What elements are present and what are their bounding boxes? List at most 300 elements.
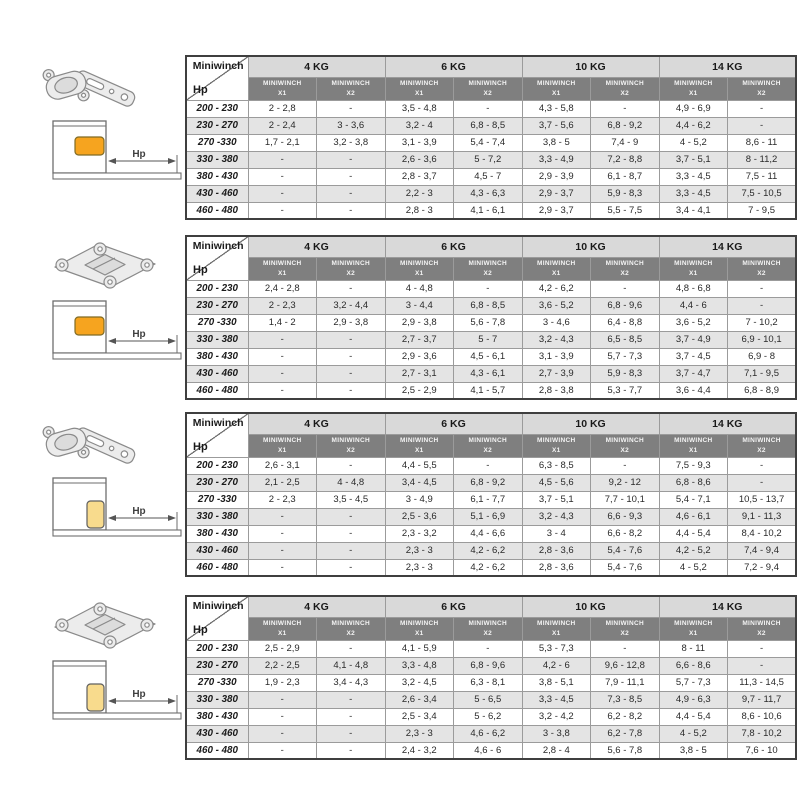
load-range-cell: 3,6 - 4,4 xyxy=(659,382,728,399)
load-capacity-table-2 xyxy=(185,235,797,400)
load-capacity-table-4 xyxy=(185,595,797,760)
load-range-cell: 2,9 - 3,6 xyxy=(385,348,454,365)
load-range-cell: - xyxy=(317,725,386,742)
subcol-header xyxy=(591,77,660,100)
weight-group-header: 14 KG xyxy=(659,236,796,257)
load-range-cell: - xyxy=(248,331,317,348)
weight-group-header: 6 KG xyxy=(385,236,522,257)
load-range-cell: 4,4 - 5,5 xyxy=(385,457,454,474)
table-row xyxy=(186,474,796,491)
load-range-cell: 4,5 - 7 xyxy=(454,168,523,185)
load-range-cell: 2,1 - 2,5 xyxy=(248,474,317,491)
weight-group-header: 4 KG xyxy=(248,236,385,257)
subcol-header xyxy=(522,617,591,640)
load-range-cell: 6,6 - 8,2 xyxy=(591,525,660,542)
load-range-cell: 2,6 - 3,4 xyxy=(385,691,454,708)
load-range-cell: 9,7 - 11,7 xyxy=(728,691,797,708)
load-range-cell: 2,9 - 3,7 xyxy=(522,202,591,219)
variant-label: X1 xyxy=(414,89,424,97)
load-range-cell: - xyxy=(248,525,317,542)
load-range-cell: 7,7 - 10,1 xyxy=(591,491,660,508)
miniwinch-sub-label: MINIWINCH xyxy=(468,437,507,445)
load-range-cell: - xyxy=(317,382,386,399)
load-range-cell: 3,3 - 4,5 xyxy=(522,691,591,708)
variant-label: X1 xyxy=(552,629,561,637)
hp-range-label: 430 - 460 xyxy=(186,542,248,559)
load-range-cell: - xyxy=(728,297,797,314)
corner-hp-label: Hp xyxy=(193,83,208,96)
load-range-cell: 5,5 - 7,5 xyxy=(591,202,660,219)
weight-group-header: 4 KG xyxy=(248,596,385,617)
miniwinch-sub-label: MINIWINCH xyxy=(537,260,576,268)
subcol-header xyxy=(659,617,728,640)
load-range-cell: - xyxy=(454,280,523,297)
miniwinch-sub-label: MINIWINCH xyxy=(400,437,439,445)
load-range-cell: 2,3 - 3,2 xyxy=(385,525,454,542)
subcolumn-row xyxy=(186,434,796,457)
load-range-cell: 3,2 - 4,2 xyxy=(522,708,591,725)
subcol-header xyxy=(317,617,386,640)
load-range-cell: 4,4 - 6,2 xyxy=(659,117,728,134)
load-range-cell: 4,3 - 5,8 xyxy=(522,100,591,117)
subcol-header xyxy=(248,617,317,640)
miniwinch-sub-label: MINIWINCH xyxy=(331,620,370,628)
load-range-cell: 5 - 6,2 xyxy=(454,708,523,725)
hp-range-label: 460 - 480 xyxy=(186,202,248,219)
subcol-header xyxy=(385,434,454,457)
subcol-header xyxy=(385,617,454,640)
miniwinch-sub-label: MINIWINCH xyxy=(674,260,713,268)
hp-dimension-label: Hp xyxy=(132,149,146,160)
subcol-header xyxy=(659,77,728,100)
table-row xyxy=(186,691,796,708)
load-range-cell: 9,6 - 12,8 xyxy=(591,657,660,674)
hp-range-label: 200 - 230 xyxy=(186,457,248,474)
load-range-cell: 3,4 - 4,5 xyxy=(385,474,454,491)
load-range-cell: - xyxy=(248,508,317,525)
miniwinch-sub-label: MINIWINCH xyxy=(468,260,507,268)
load-range-cell: 4 - 5,2 xyxy=(659,559,728,576)
subcol-header xyxy=(248,257,317,280)
weight-group-row xyxy=(186,413,796,434)
miniwinch-sub-label: MINIWINCH xyxy=(400,80,439,88)
load-range-cell: 3,2 - 4,4 xyxy=(317,297,386,314)
miniwinch-sub-label: MINIWINCH xyxy=(331,260,370,268)
subcol-header xyxy=(728,257,797,280)
load-capacity-table-1 xyxy=(185,55,797,220)
load-range-cell: 3,7 - 5,1 xyxy=(522,491,591,508)
load-range-cell: - xyxy=(454,100,523,117)
subcol-header xyxy=(591,434,660,457)
variant-label: X2 xyxy=(483,89,493,97)
load-range-cell: 2,5 - 3,4 xyxy=(385,708,454,725)
variant-label: X1 xyxy=(277,446,287,454)
miniwinch-sub-label: MINIWINCH xyxy=(742,620,781,628)
weight-group-row xyxy=(186,56,796,77)
load-range-cell: - xyxy=(248,168,317,185)
variant-label: X1 xyxy=(277,269,287,277)
variant-label: X2 xyxy=(346,629,356,637)
load-range-cell: 5,4 - 7,4 xyxy=(454,134,523,151)
load-range-cell: - xyxy=(317,708,386,725)
load-range-cell: 3,3 - 4,5 xyxy=(659,185,728,202)
load-range-cell: 2,6 - 3,6 xyxy=(385,151,454,168)
load-range-cell: 1,9 - 2,3 xyxy=(248,674,317,691)
load-range-cell: - xyxy=(728,117,797,134)
load-range-cell: 2 - 2,8 xyxy=(248,100,317,117)
hp-range-label: 230 - 270 xyxy=(186,474,248,491)
load-range-cell: 2,7 - 3,7 xyxy=(385,331,454,348)
load-range-cell: 1,4 - 2 xyxy=(248,314,317,331)
load-range-cell: 4,1 - 4,8 xyxy=(317,657,386,674)
hinge-open-icon xyxy=(41,417,136,466)
variant-label: X1 xyxy=(414,629,424,637)
load-range-cell: 2,5 - 2,9 xyxy=(248,640,317,657)
variant-label: X1 xyxy=(689,629,698,637)
load-range-cell: - xyxy=(728,457,797,474)
weight-group-header: 10 KG xyxy=(522,596,659,617)
load-range-cell: 4 - 4,8 xyxy=(317,474,386,491)
load-range-cell: - xyxy=(248,691,317,708)
load-range-cell: 4,1 - 6,1 xyxy=(454,202,523,219)
load-range-cell: 2 - 2,3 xyxy=(248,297,317,314)
load-range-cell: - xyxy=(317,168,386,185)
load-range-cell: 5,6 - 7,8 xyxy=(591,742,660,759)
load-range-cell: 7,4 - 9 xyxy=(591,134,660,151)
subcol-header xyxy=(317,257,386,280)
corner-header xyxy=(186,596,248,640)
variant-label: X2 xyxy=(620,446,630,454)
load-range-cell: 6,3 - 8,1 xyxy=(454,674,523,691)
hp-range-label: 270 -330 xyxy=(186,314,248,331)
load-range-cell: 7,3 - 8,5 xyxy=(591,691,660,708)
miniwinch-sub-label: MINIWINCH xyxy=(263,620,302,628)
load-range-cell: 2,8 - 3,6 xyxy=(522,559,591,576)
corner-miniwinch-label: Miniwinch xyxy=(192,60,244,72)
hp-range-label: 230 - 270 xyxy=(186,297,248,314)
hp-range-label: 460 - 480 xyxy=(186,382,248,399)
load-range-cell: 5,4 - 7,6 xyxy=(591,542,660,559)
load-range-cell: - xyxy=(317,185,386,202)
hp-range-label: 270 -330 xyxy=(186,134,248,151)
table-header xyxy=(186,413,796,457)
load-range-cell: 2,6 - 3,1 xyxy=(248,457,317,474)
config-section-3 xyxy=(0,412,800,588)
load-range-cell: - xyxy=(317,559,386,576)
load-range-cell: 6,4 - 8,8 xyxy=(591,314,660,331)
load-range-cell: 6,8 - 8,5 xyxy=(454,117,523,134)
load-range-cell: 3 - 4,9 xyxy=(385,491,454,508)
subcol-header xyxy=(591,617,660,640)
variant-label: X2 xyxy=(483,269,493,277)
subcol-header xyxy=(317,434,386,457)
corner-miniwinch-label: Miniwinch xyxy=(192,417,244,429)
weight-group-header: 10 KG xyxy=(522,56,659,77)
table-row xyxy=(186,202,796,219)
load-range-cell: 6,8 - 8,9 xyxy=(728,382,797,399)
hp-range-label: 430 - 460 xyxy=(186,185,248,202)
load-range-cell: - xyxy=(728,100,797,117)
load-range-cell: 2,8 - 3,7 xyxy=(385,168,454,185)
load-range-cell: 6,8 - 9,2 xyxy=(591,117,660,134)
load-range-cell: - xyxy=(248,742,317,759)
load-range-cell: 5,7 - 7,3 xyxy=(591,348,660,365)
table-body xyxy=(186,457,796,576)
load-range-cell: - xyxy=(728,280,797,297)
variant-label: X1 xyxy=(689,446,698,454)
load-range-cell: 4,3 - 6,1 xyxy=(454,365,523,382)
subcol-header xyxy=(591,257,660,280)
load-range-cell: 2,9 - 3,8 xyxy=(385,314,454,331)
table-row xyxy=(186,674,796,691)
miniwinch-sub-label: MINIWINCH xyxy=(742,260,781,268)
miniwinch-sub-label: MINIWINCH xyxy=(674,437,713,445)
table-row xyxy=(186,657,796,674)
hp-range-label: 270 -330 xyxy=(186,491,248,508)
load-range-cell: - xyxy=(454,640,523,657)
load-range-cell: - xyxy=(317,742,386,759)
load-range-cell: 5,7 - 7,3 xyxy=(659,674,728,691)
load-range-cell: 4,4 - 5,4 xyxy=(659,525,728,542)
load-range-cell: 3 - 3,6 xyxy=(317,117,386,134)
load-range-cell: 5 - 6,5 xyxy=(454,691,523,708)
load-range-cell: 5,6 - 7,8 xyxy=(454,314,523,331)
load-range-cell: 2,2 - 3 xyxy=(385,185,454,202)
load-range-cell: 3,4 - 4,3 xyxy=(317,674,386,691)
corner-header xyxy=(186,236,248,280)
table-body xyxy=(186,640,796,759)
subcol-header xyxy=(248,434,317,457)
load-range-cell: 7,2 - 8,8 xyxy=(591,151,660,168)
load-range-cell: - xyxy=(317,151,386,168)
load-range-cell: 5 - 7 xyxy=(454,331,523,348)
load-range-cell: - xyxy=(317,640,386,657)
subcol-header xyxy=(522,77,591,100)
corner-header xyxy=(186,413,248,457)
load-range-cell: 3,2 - 4,5 xyxy=(385,674,454,691)
load-range-cell: 3,8 - 5 xyxy=(522,134,591,151)
variant-label: X1 xyxy=(414,446,424,454)
load-range-cell: 7,2 - 9,4 xyxy=(728,559,797,576)
load-range-cell: 3,8 - 5,1 xyxy=(522,674,591,691)
subcol-header xyxy=(385,77,454,100)
corner-miniwinch-label: Miniwinch xyxy=(192,600,244,612)
weight-group-row xyxy=(186,236,796,257)
hp-range-label: 330 - 380 xyxy=(186,151,248,168)
load-range-cell: 3,2 - 3,8 xyxy=(317,134,386,151)
load-range-cell: 7 - 10,2 xyxy=(728,314,797,331)
load-range-cell: 10,5 - 13,7 xyxy=(728,491,797,508)
load-range-cell: 8,6 - 11 xyxy=(728,134,797,151)
corner-hp-label: Hp xyxy=(193,440,208,453)
load-range-cell: - xyxy=(248,559,317,576)
variant-label: X2 xyxy=(620,629,630,637)
load-range-cell: 2,8 - 3,8 xyxy=(522,382,591,399)
cabinet-drawing xyxy=(53,121,181,179)
load-range-cell: 5 - 7,2 xyxy=(454,151,523,168)
hp-dimension-label: Hp xyxy=(132,689,146,700)
weight-group-header: 6 KG xyxy=(385,596,522,617)
corner-header xyxy=(186,56,248,100)
load-range-cell: - xyxy=(248,185,317,202)
subcol-header xyxy=(317,77,386,100)
hp-range-label: 200 - 230 xyxy=(186,280,248,297)
load-range-cell: 4,1 - 5,9 xyxy=(385,640,454,657)
load-range-cell: 4,4 - 6,6 xyxy=(454,525,523,542)
hp-range-label: 380 - 430 xyxy=(186,348,248,365)
load-range-cell: 4,2 - 5,2 xyxy=(659,542,728,559)
load-range-cell: - xyxy=(591,640,660,657)
miniwinch-sub-label: MINIWINCH xyxy=(468,80,507,88)
variant-label: X2 xyxy=(346,89,356,97)
load-range-cell: 7,1 - 9,5 xyxy=(728,365,797,382)
subcol-header xyxy=(454,77,523,100)
load-range-cell: 9,1 - 11,3 xyxy=(728,508,797,525)
load-range-cell: 11,3 - 14,5 xyxy=(728,674,797,691)
subcolumn-row xyxy=(186,77,796,100)
load-range-cell: 3,5 - 4,8 xyxy=(385,100,454,117)
load-range-cell: 2 - 2,4 xyxy=(248,117,317,134)
variant-label: X2 xyxy=(483,629,493,637)
table-row xyxy=(186,134,796,151)
load-range-cell: - xyxy=(728,474,797,491)
variant-label: X2 xyxy=(757,629,766,637)
load-range-cell: 4 - 5,2 xyxy=(659,725,728,742)
load-range-cell: - xyxy=(454,457,523,474)
load-range-cell: - xyxy=(248,202,317,219)
variant-label: X1 xyxy=(552,446,561,454)
load-range-cell: 4,2 - 6,2 xyxy=(522,280,591,297)
load-range-cell: 1,7 - 2,1 xyxy=(248,134,317,151)
load-range-cell: 5,3 - 7,7 xyxy=(591,382,660,399)
hp-range-label: 230 - 270 xyxy=(186,117,248,134)
miniwinch-sub-label: MINIWINCH xyxy=(331,437,370,445)
load-range-cell: 7,9 - 11,1 xyxy=(591,674,660,691)
load-range-cell: - xyxy=(317,280,386,297)
miniwinch-sub-label: MINIWINCH xyxy=(400,620,439,628)
load-range-cell: 5,4 - 7,1 xyxy=(659,491,728,508)
load-range-cell: 8 - 11 xyxy=(659,640,728,657)
load-range-cell: 4,8 - 6,8 xyxy=(659,280,728,297)
load-range-cell: 7,5 - 11 xyxy=(728,168,797,185)
miniwinch-sub-label: MINIWINCH xyxy=(537,80,576,88)
miniwinch-sub-label: MINIWINCH xyxy=(468,620,507,628)
load-range-cell: - xyxy=(248,348,317,365)
weight-group-header: 10 KG xyxy=(522,413,659,434)
hinge-flat-icon xyxy=(55,603,155,648)
table-row xyxy=(186,525,796,542)
installation-diagram-2 xyxy=(25,235,185,380)
load-range-cell: 6,8 - 8,6 xyxy=(659,474,728,491)
load-range-cell: 2,8 - 3 xyxy=(385,202,454,219)
load-range-cell: 7,4 - 9,4 xyxy=(728,542,797,559)
load-range-cell: - xyxy=(248,542,317,559)
load-range-cell: - xyxy=(248,382,317,399)
load-range-cell: 4,6 - 6,2 xyxy=(454,725,523,742)
load-range-cell: 3,2 - 4 xyxy=(385,117,454,134)
table-row xyxy=(186,382,796,399)
miniwinch-sub-label: MINIWINCH xyxy=(400,260,439,268)
load-range-cell: 4,3 - 6,3 xyxy=(454,185,523,202)
load-range-cell: 2,9 - 3,8 xyxy=(317,314,386,331)
load-range-cell: 6,2 - 7,8 xyxy=(591,725,660,742)
variant-label: X1 xyxy=(277,629,287,637)
load-range-cell: 3,1 - 3,9 xyxy=(522,348,591,365)
load-range-cell: 4,6 - 6 xyxy=(454,742,523,759)
load-range-cell: 8,6 - 10,6 xyxy=(728,708,797,725)
table-body xyxy=(186,100,796,219)
weight-group-header: 6 KG xyxy=(385,413,522,434)
miniwinch-sub-label: MINIWINCH xyxy=(742,437,781,445)
load-range-cell: - xyxy=(728,640,797,657)
table-row xyxy=(186,640,796,657)
installation-diagram-4 xyxy=(25,595,185,740)
subcol-header xyxy=(522,434,591,457)
load-range-cell: - xyxy=(591,280,660,297)
table-header xyxy=(186,236,796,280)
load-range-cell: 3,3 - 4,9 xyxy=(522,151,591,168)
load-range-cell: - xyxy=(317,525,386,542)
subcol-header xyxy=(728,434,797,457)
table-row xyxy=(186,331,796,348)
load-range-cell: - xyxy=(591,100,660,117)
load-range-cell: 2,4 - 3,2 xyxy=(385,742,454,759)
load-range-cell: 2,7 - 3,1 xyxy=(385,365,454,382)
variant-label: X2 xyxy=(483,446,493,454)
load-range-cell: 2,3 - 3 xyxy=(385,725,454,742)
load-range-cell: 4,1 - 5,7 xyxy=(454,382,523,399)
load-range-cell: 7,5 - 10,5 xyxy=(728,185,797,202)
variant-label: X1 xyxy=(277,89,287,97)
variant-label: X1 xyxy=(552,89,561,97)
miniwinch-sub-label: MINIWINCH xyxy=(263,80,302,88)
load-range-cell: 2,5 - 2,9 xyxy=(385,382,454,399)
weight-group-header: 6 KG xyxy=(385,56,522,77)
hp-dimension-label: Hp xyxy=(132,506,146,517)
load-range-cell: 2,7 - 3,9 xyxy=(522,365,591,382)
miniwinch-sub-label: MINIWINCH xyxy=(605,80,645,88)
load-range-cell: 4,5 - 6,1 xyxy=(454,348,523,365)
table-row xyxy=(186,542,796,559)
load-range-cell: 3 - 4,6 xyxy=(522,314,591,331)
load-range-cell: 4,4 - 5,4 xyxy=(659,708,728,725)
hp-range-label: 200 - 230 xyxy=(186,100,248,117)
load-range-cell: 6,1 - 8,7 xyxy=(591,168,660,185)
load-range-cell: 3,3 - 4,5 xyxy=(659,168,728,185)
subcol-header xyxy=(728,617,797,640)
load-range-cell: - xyxy=(248,151,317,168)
variant-label: X1 xyxy=(414,269,424,277)
table-row xyxy=(186,742,796,759)
table-row xyxy=(186,348,796,365)
cabinet-drawing xyxy=(53,661,181,719)
miniwinch-box-icon xyxy=(87,501,104,528)
load-range-cell: 5,9 - 8,3 xyxy=(591,365,660,382)
load-range-cell: - xyxy=(317,508,386,525)
weight-group-header: 10 KG xyxy=(522,236,659,257)
table-row xyxy=(186,100,796,117)
load-range-cell: 9,2 - 12 xyxy=(591,474,660,491)
variant-label: X1 xyxy=(552,269,561,277)
load-range-cell: 3,4 - 4,1 xyxy=(659,202,728,219)
table-row xyxy=(186,708,796,725)
load-range-cell: 2,5 - 3,6 xyxy=(385,508,454,525)
load-range-cell: 4,2 - 6,2 xyxy=(454,542,523,559)
variant-label: X2 xyxy=(757,89,766,97)
subcol-header xyxy=(454,617,523,640)
miniwinch-sub-label: MINIWINCH xyxy=(537,437,576,445)
hp-range-label: 230 - 270 xyxy=(186,657,248,674)
